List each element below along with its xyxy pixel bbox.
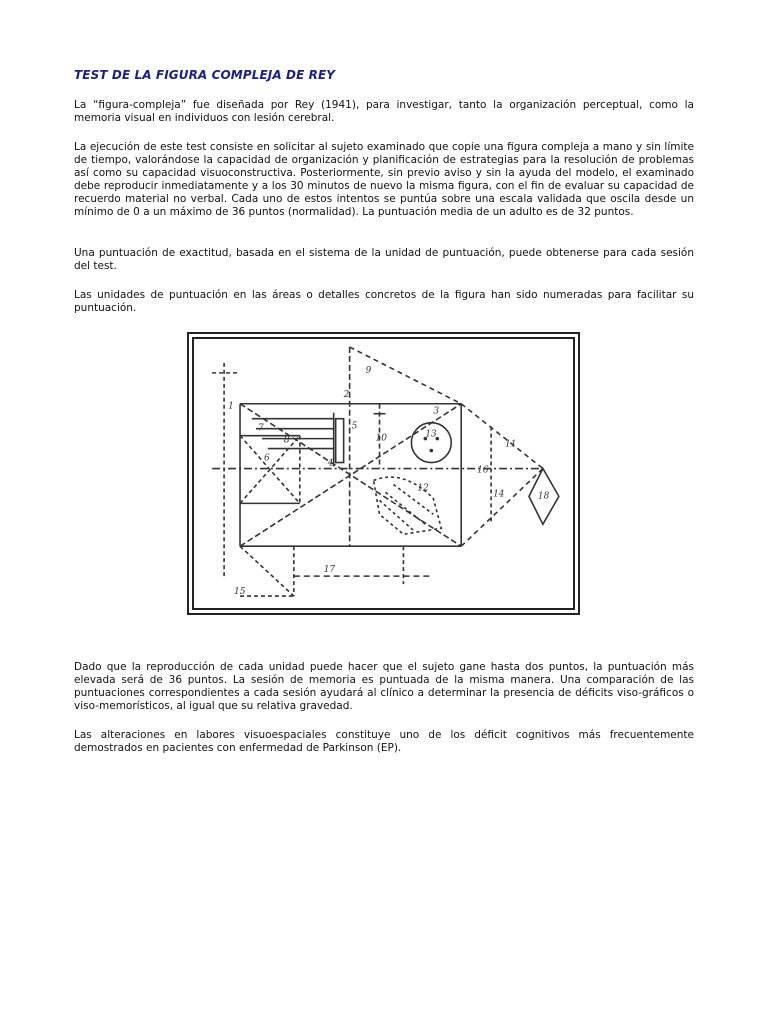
paragraph-max-score: Dado que la reproducción de cada unidad puede hacer que el sujeto gane hasta dos puntos, la puntuación más elevada será de 36 puntos. La sesión de memoria es puntuada de la misma manera. Una comparación de las puntuaciones correspondientes a cada sesión ayudará al clínico a determinar la presencia de déficits viso-gráficos o viso-memorísticos, al igual que su relativa gravedad. [74, 661, 694, 712]
unit-label-11: 11 [505, 439, 517, 450]
unit-label-18: 18 [537, 491, 550, 502]
right-triangle-top [461, 404, 543, 469]
rey-figure-image [187, 332, 580, 615]
hatch-3 [380, 500, 414, 530]
rey-figure-inner-border [192, 337, 575, 610]
rey-complex-figure-diagram [194, 339, 573, 608]
unit-label-5: 5 [351, 421, 358, 432]
unit-label-7: 7 [257, 423, 264, 434]
circle-dot-3 [430, 449, 434, 453]
unit-label-15: 15 [234, 587, 246, 598]
unit-label-6: 6 [263, 453, 270, 464]
hatch-1 [385, 492, 425, 524]
unit-label-13: 13 [425, 429, 437, 440]
paragraph-intro: La “figura-compleja” fue diseñada por Rey (1941), para investigar, tanto la organización perceptual, como la memoria visual en individuos con lesión cerebral. [74, 99, 694, 124]
unit-label-8: 8 [283, 435, 290, 446]
paragraph-accuracy-score: Una puntuación de exactitud, basada en el sistema de la unidad de puntuación, puede obtenerse para cada sesión del test. [74, 247, 694, 272]
unit-label-4: 4 [327, 458, 334, 469]
small-rectangle [336, 419, 344, 463]
unit-label-16: 16 [477, 465, 489, 476]
unit-label-12: 12 [417, 483, 429, 494]
paragraph-procedure: La ejecución de este test consiste en solicitar al sujeto examinado que copie una figura compleja a mano y sin límite de tiempo, valorándose la capacidad de organización y planificación de estrategias para la resolución de problemas así como su capacidad visuoconstructiva. Posteriormente, sin previo aviso y sin la ayuda del modelo, el examinado debe reproducir inmediatamente y a los 30 minutos de nuevo la misma figura, con el fin de evaluar su capacidad de recuerdo material no verbal. Cada uno de estos intentos se puntúa sobre una escala validada que oscila desde un mínimo de 0 a un máximo de 36 puntos (normalidad). La puntuación media de un adulto es de 32 puntos. [74, 141, 694, 218]
unit-label-9: 9 [365, 365, 372, 376]
document-title: TEST DE LA FIGURA COMPLEJA DE REY [74, 68, 336, 82]
unit-label-14: 14 [493, 489, 505, 500]
unit-label-1: 1 [228, 401, 234, 412]
paragraph-scoring-units: Las unidades de puntuación en las áreas o detalles concretos de la figura han sido numeradas para facilitar su puntuación. [74, 289, 694, 314]
paragraph-parkinson: Las alteraciones en labores visuoespaciales constituye uno de los déficit cognitivos más frecuentemente demostrados en pacientes con enfermedad de Parkinson (EP). [74, 729, 694, 754]
unit-label-3: 3 [433, 406, 440, 417]
right-triangle-bottom [461, 469, 543, 547]
unit-label-17: 17 [323, 565, 336, 576]
unit-label-10: 10 [375, 433, 387, 444]
lower-triangle-diagonal [240, 546, 294, 596]
unit-label-2: 2 [343, 389, 350, 400]
